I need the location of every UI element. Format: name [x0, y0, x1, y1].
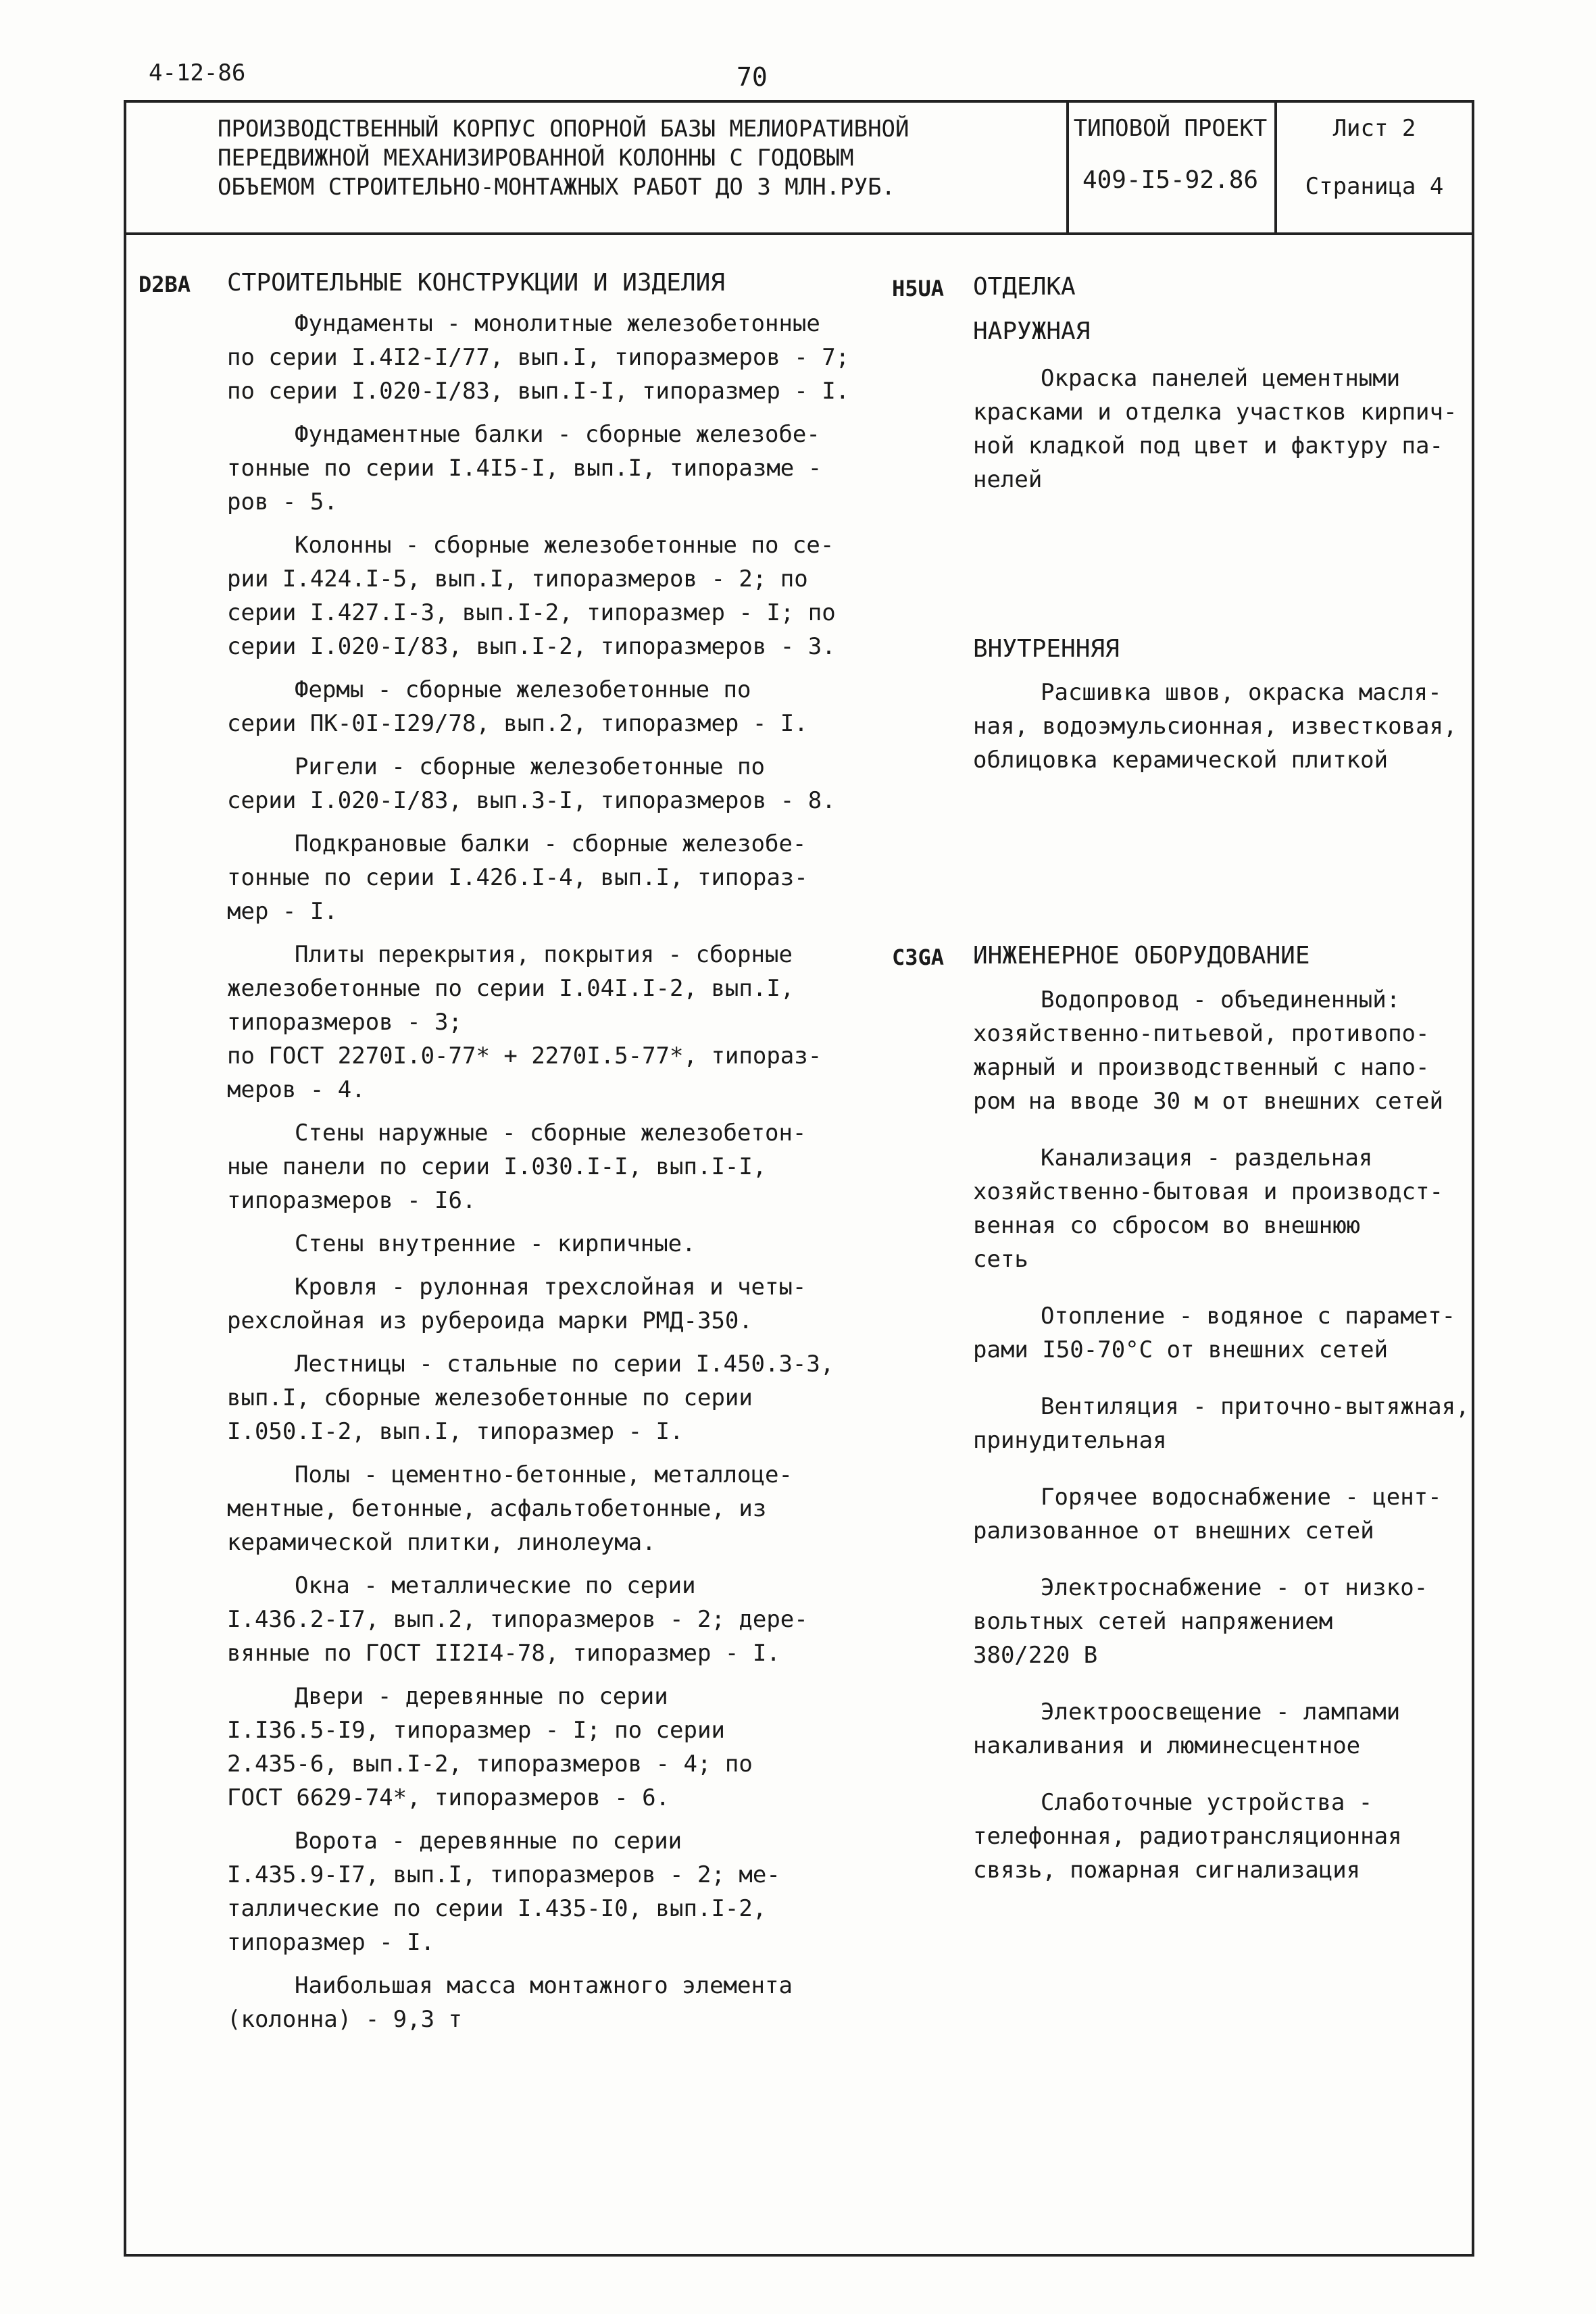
paragraph — [227, 938, 909, 1107]
text-line: Наибольшая масса монтажного элемента — [295, 1972, 793, 1999]
text-line: Ригели - сборные железобетонные по — [295, 753, 765, 780]
section-code: D2BA — [139, 272, 191, 297]
text-line: вянные по ГОСТ II2I4-78, типоразмер - I. — [227, 1640, 780, 1667]
text-line: Двери - деревянные по серии — [295, 1683, 668, 1710]
structures-list — [227, 307, 909, 2046]
paragraph — [227, 1824, 909, 1959]
text-line: типоразмер - I. — [227, 1929, 435, 1956]
paragraph — [227, 1680, 909, 1815]
text-line: сеть — [973, 1246, 1028, 1273]
text-line: Колонны - сборные железобетонные по се- — [295, 532, 834, 559]
text-line: ром на вводе 30 м от внешних сетей — [973, 1088, 1443, 1115]
text-line: Кровля - рулонная трехслойная и четы- — [295, 1274, 807, 1301]
text-line: Плиты перекрытия, покрытия - сборные — [295, 941, 793, 968]
text-line: облицовка керамической плиткой — [973, 747, 1389, 774]
text-line: вып.I, сборные железобетонные по серии — [227, 1384, 753, 1411]
text-line: Электроснабжение - от низко- — [1041, 1574, 1428, 1601]
text-line: рами I50-70°C от внешних сетей — [973, 1336, 1389, 1363]
text-line: I.I36.5-I9, типоразмер - I; по серии — [227, 1717, 725, 1744]
paragraph — [227, 418, 909, 519]
text-line: накаливания и люминесцентное — [973, 1732, 1361, 1759]
text-line: ментные, бетонные, асфальтобетонные, из — [227, 1495, 767, 1522]
text-line: мер - I. — [227, 898, 338, 925]
text-line: керамической плитки, линолеума. — [227, 1529, 656, 1556]
outer-finish-text — [973, 361, 1487, 510]
text-line: по серии I.020-I/83, вып.I-I, типоразмер - I. — [227, 378, 850, 405]
text-line: хозяйственно-питьевой, противопо- — [973, 1020, 1430, 1047]
text-line: 2.435-6, вып.I-2, типоразмеров - 4; по — [227, 1751, 753, 1778]
paragraph — [973, 676, 1487, 777]
text-line: Слаботочные устройства - — [1041, 1789, 1373, 1816]
text-line: I.435.9-I7, вып.I, типоразмеров - 2; ме- — [227, 1861, 780, 1888]
text-line: серии I.020-I/83, вып.3-I, типоразмеров - 8. — [227, 787, 836, 814]
text-line: по ГОСТ 2270I.0-77* + 2270I.5-77*, типораз- — [227, 1042, 822, 1070]
paragraph — [973, 1695, 1487, 1763]
paragraph — [227, 750, 909, 818]
text-line: типоразмеров - 3; — [227, 1009, 462, 1036]
section-code: H5UA — [892, 276, 945, 301]
text-line: Ворота - деревянные по серии — [295, 1828, 682, 1855]
page-number: 70 — [737, 62, 768, 92]
text-line: меров - 4. — [227, 1076, 366, 1103]
text-line: типоразмеров - I6. — [227, 1187, 476, 1214]
text-line: нелей — [973, 466, 1043, 493]
paragraph — [227, 307, 909, 408]
text-line: рии I.424.I-5, вып.I, типоразмеров - 2; по — [227, 565, 808, 593]
text-line: рехслойная из рубероида марки РМД-350. — [227, 1307, 753, 1334]
text-line: I.436.2-I7, вып.2, типоразмеров - 2; дере- — [227, 1606, 808, 1633]
text-line: вольтных сетей напряжением — [973, 1608, 1333, 1635]
paragraph — [973, 1141, 1487, 1276]
paragraph — [227, 1116, 909, 1217]
text-line: серии ПК-0I-I29/78, вып.2, типоразмер - I. — [227, 710, 808, 737]
text-line: тонные по серии I.426.I-4, вып.I, типораз- — [227, 864, 808, 891]
text-line: Стены внутренние - кирпичные. — [295, 1230, 696, 1257]
paragraph — [973, 1571, 1487, 1672]
section-heading: ИНЖЕНЕРНОЕ ОБОРУДОВАНИЕ — [973, 942, 1310, 970]
paragraph — [227, 1569, 909, 1670]
text-line: ной кладкой под цвет и фактуру па- — [973, 432, 1443, 459]
text-line: телефонная, радиотрансляционная — [973, 1823, 1402, 1850]
text-line: красками и отделка участков кирпич- — [973, 399, 1457, 426]
paragraph — [973, 983, 1487, 1118]
header-divider — [124, 232, 1474, 235]
text-line: серии I.427.I-3, вып.I-2, типоразмер - I; по — [227, 599, 836, 626]
text-line: Стены наружные - сборные железобетон- — [295, 1120, 807, 1147]
paragraph — [227, 1969, 909, 2036]
section-code: C3GA — [892, 945, 945, 970]
header-title-line: ОБЪЕМОМ СТРОИТЕЛЬНО-МОНТАЖНЫХ РАБОТ ДО 3 МЛН.РУБ. — [218, 174, 896, 201]
text-line: Фермы - сборные железобетонные по — [295, 676, 751, 703]
text-line: Фундаменты - монолитные железобетонные — [295, 310, 820, 337]
paragraph — [973, 1786, 1487, 1887]
text-line: Полы - цементно-бетонные, металлоце- — [295, 1461, 793, 1488]
paragraph — [973, 361, 1487, 497]
text-line: ГОСТ 6629-74*, типоразмеров - 6. — [227, 1784, 670, 1811]
header-title — [218, 115, 1055, 202]
header-title-line: ПЕРЕДВИЖНОЙ МЕХАНИЗИРОВАННОЙ КОЛОННЫ С ГОДОВЫМ — [218, 145, 854, 172]
text-line: рализованное от внешних сетей — [973, 1517, 1374, 1544]
text-line: I.050.I-2, вып.I, типоразмер - I. — [227, 1418, 684, 1445]
text-line: Расшивка швов, окраска масля- — [1041, 679, 1442, 706]
header-title-line: ПРОИЗВОДСТВЕННЫЙ КОРПУС ОПОРНОЙ БАЗЫ МЕЛИОРАТИВНОЙ — [218, 116, 909, 143]
text-line: жарный и производственный с напо- — [973, 1054, 1430, 1081]
paragraph — [227, 1270, 909, 1338]
paragraph — [973, 1390, 1487, 1457]
text-line: железобетонные по серии I.04I.I-2, вып.I, — [227, 975, 795, 1002]
engineering-list — [973, 983, 1487, 1910]
text-line: Канализация - раздельная — [1041, 1145, 1373, 1172]
paragraph — [227, 1347, 909, 1449]
text-line: Горячее водоснабжение - цент- — [1041, 1484, 1442, 1511]
section-heading: СТРОИТЕЛЬНЫЕ КОНСТРУКЦИИ И ИЗДЕЛИЯ — [227, 269, 725, 297]
text-line: Окна - металлические по серии — [295, 1572, 696, 1599]
paragraph — [227, 827, 909, 928]
text-line: Водопровод - объединенный: — [1041, 986, 1401, 1013]
text-line: принудительная — [973, 1427, 1167, 1454]
text-line: тонные по серии I.4I5-I, вып.I, типоразме - — [227, 455, 822, 482]
project-number: 409-I5-92.86 — [1082, 166, 1259, 194]
paragraph — [227, 1458, 909, 1559]
text-line: Лестницы - стальные по серии I.450.3-3, — [295, 1351, 834, 1378]
text-line: венная со сбросом во внешнюю — [973, 1212, 1361, 1239]
paragraph — [227, 528, 909, 663]
text-line: Электроосвещение - лампами — [1041, 1699, 1401, 1726]
text-line: Окраска панелей цементными — [1041, 365, 1401, 392]
sheet-number: Лист 2 — [1332, 115, 1416, 142]
inner-finish-text — [973, 676, 1487, 790]
text-line: Подкрановые балки - сборные железобе- — [295, 830, 807, 857]
paragraph — [227, 1227, 909, 1261]
section-heading: ОТДЕЛКА — [973, 273, 1076, 301]
subsection-heading: ВНУТРЕННЯЯ — [973, 635, 1120, 663]
project-label: ТИПОВОЙ ПРОЕКТ — [1073, 115, 1268, 142]
text-line: Фундаментные балки - сборные железобе- — [295, 421, 820, 448]
subsection-heading: НАРУЖНАЯ — [973, 318, 1091, 345]
text-line: связь, пожарная сигнализация — [973, 1857, 1361, 1884]
text-line: серии I.020-I/83, вып.I-2, типоразмеров - 3. — [227, 633, 836, 660]
paragraph — [973, 1299, 1487, 1367]
text-line: Вентиляция - приточно-вытяжная, — [1041, 1393, 1470, 1420]
text-line: хозяйственно-бытовая и производст- — [973, 1178, 1443, 1205]
paragraph — [973, 1480, 1487, 1548]
text-line: таллические по серии I.435-I0, вып.I-2, — [227, 1895, 767, 1922]
text-line: по серии I.4I2-I/77, вып.I, типоразмеров - 7; — [227, 344, 850, 371]
paragraph — [227, 673, 909, 740]
text-line: 380/220 В — [973, 1642, 1098, 1669]
text-line: ная, водоэмульсионная, известковая, — [973, 713, 1457, 740]
text-line: Отопление - водяное с парамет- — [1041, 1303, 1456, 1330]
text-line: ные панели по серии I.030.I-I, вып.I-I, — [227, 1153, 767, 1180]
text-line: (колонна) - 9,3 т — [227, 2006, 462, 2033]
text-line: ров - 5. — [227, 488, 338, 515]
document-code: 4-12-86 — [149, 59, 246, 86]
page-label: Страница 4 — [1305, 173, 1444, 200]
